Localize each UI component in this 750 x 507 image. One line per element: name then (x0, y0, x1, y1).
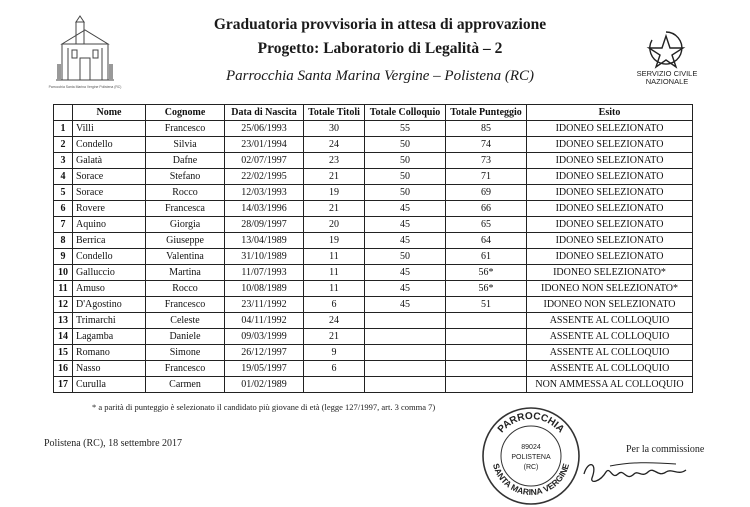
cell-cognome: Simone (146, 345, 225, 361)
cell-titoli: 24 (304, 313, 365, 329)
stamp-bottom-text: SANTA MARINA VERGINE (490, 462, 572, 498)
cell-punteggio: 74 (446, 137, 527, 153)
cell-colloquio: 45 (365, 233, 446, 249)
cell-nascita: 13/04/1989 (225, 233, 304, 249)
cell-cognome: Valentina (146, 249, 225, 265)
cell-n: 17 (54, 377, 73, 393)
footnote: * a parità di punteggio è selezionato il candidato più giovane di età (legge 127/1997, art. 3 comma 7) (92, 402, 436, 412)
cell-nascita: 11/07/1993 (225, 265, 304, 281)
cell-cognome: Francesca (146, 201, 225, 217)
cell-punteggio (446, 345, 527, 361)
cell-esito: IDONEO SELEZIONATO (527, 249, 693, 265)
cell-punteggio: 85 (446, 121, 527, 137)
cell-colloquio: 45 (365, 281, 446, 297)
col-header-index (54, 105, 73, 121)
cell-cognome: Silvia (146, 137, 225, 153)
stamp-center-code: 89024 (521, 444, 541, 451)
cell-colloquio (365, 313, 446, 329)
cell-punteggio: 56* (446, 265, 527, 281)
cell-cognome: Rocco (146, 281, 225, 297)
cell-titoli: 11 (304, 281, 365, 297)
cell-n: 11 (54, 281, 73, 297)
cell-n: 10 (54, 265, 73, 281)
table-row (54, 121, 693, 137)
table-row (54, 361, 693, 377)
cell-nascita: 25/06/1993 (225, 121, 304, 137)
cell-nascita: 31/10/1989 (225, 249, 304, 265)
signature (580, 452, 690, 492)
cell-colloquio: 55 (365, 121, 446, 137)
cell-titoli: 20 (304, 217, 365, 233)
cell-cognome: Giorgia (146, 217, 225, 233)
church-logo-caption: Parrocchia Santa Marina Vergine Polistena (RC) (48, 85, 122, 89)
cell-nome: Sorace (73, 185, 146, 201)
cell-nome: Condello (73, 137, 146, 153)
cell-colloquio: 50 (365, 169, 446, 185)
cell-esito: ASSENTE AL COLLOQUIO (527, 313, 693, 329)
cell-colloquio (365, 345, 446, 361)
stamp-center-city: POLISTENA (511, 454, 551, 461)
cell-esito: IDONEO SELEZIONATO (527, 121, 693, 137)
col-header-colloquio: Totale Colloquio (365, 105, 446, 121)
table-row (54, 313, 693, 329)
cell-esito: IDONEO SELEZIONATO* (527, 265, 693, 281)
cell-punteggio (446, 313, 527, 329)
cell-nome: Nasso (73, 361, 146, 377)
servizio-civile-caption: SERVIZIO CIVILE NAZIONALE (636, 69, 698, 86)
cell-esito: IDONEO SELEZIONATO (527, 137, 693, 153)
cell-colloquio (365, 361, 446, 377)
stamp-center-province: (RC) (523, 464, 539, 471)
cell-titoli: 21 (304, 201, 365, 217)
cell-nome: Aquino (73, 217, 146, 233)
cell-nascita: 19/05/1997 (225, 361, 304, 377)
cell-n: 16 (54, 361, 73, 377)
church-logo (48, 14, 122, 94)
cell-colloquio: 45 (365, 265, 446, 281)
cell-n: 13 (54, 313, 73, 329)
cell-n: 8 (54, 233, 73, 249)
cell-cognome: Martina (146, 265, 225, 281)
cell-colloquio: 50 (365, 249, 446, 265)
table-row (54, 377, 693, 393)
col-header-esito: Esito (527, 105, 693, 121)
cell-n: 6 (54, 201, 73, 217)
cell-nascita: 26/12/1997 (225, 345, 304, 361)
cell-n: 1 (54, 121, 73, 137)
cell-punteggio: 71 (446, 169, 527, 185)
commission-label: Per la commissione (626, 444, 705, 455)
cell-cognome: Stefano (146, 169, 225, 185)
parish-stamp (480, 405, 582, 507)
cell-esito: IDONEO SELEZIONATO (527, 201, 693, 217)
cell-colloquio: 50 (365, 185, 446, 201)
cell-esito: IDONEO SELEZIONATO (527, 153, 693, 169)
cell-colloquio: 45 (365, 217, 446, 233)
table-row (54, 185, 693, 201)
cell-esito: IDONEO SELEZIONATO (527, 217, 693, 233)
cell-n: 15 (54, 345, 73, 361)
col-header-titoli: Totale Titoli (304, 105, 365, 121)
cell-esito: ASSENTE AL COLLOQUIO (527, 361, 693, 377)
cell-esito: IDONEO SELEZIONATO (527, 233, 693, 249)
table-header-row (54, 105, 693, 121)
cell-titoli: 21 (304, 169, 365, 185)
cell-colloquio: 45 (365, 297, 446, 313)
cell-esito: IDONEO SELEZIONATO (527, 185, 693, 201)
cell-colloquio: 50 (365, 137, 446, 153)
col-header-nome: Nome (73, 105, 146, 121)
cell-titoli: 11 (304, 265, 365, 281)
cell-titoli: 19 (304, 185, 365, 201)
table-row (54, 265, 693, 281)
col-header-cognome: Cognome (146, 105, 225, 121)
cell-esito: NON AMMESSA AL COLLOQUIO (527, 377, 693, 393)
cell-nascita: 22/02/1995 (225, 169, 304, 185)
cell-n: 9 (54, 249, 73, 265)
cell-punteggio: 73 (446, 153, 527, 169)
cell-nome: Galluccio (73, 265, 146, 281)
cell-punteggio (446, 361, 527, 377)
cell-nascita: 01/02/1989 (225, 377, 304, 393)
cell-punteggio (446, 377, 527, 393)
project-title: Progetto: Laboratorio di Legalità – 2 (257, 40, 503, 57)
cell-nome: Galatà (73, 153, 146, 169)
cell-punteggio: 69 (446, 185, 527, 201)
cell-cognome: Carmen (146, 377, 225, 393)
cell-titoli: 21 (304, 329, 365, 345)
cell-titoli: 24 (304, 137, 365, 153)
cell-cognome: Rocco (146, 185, 225, 201)
cell-esito: IDONEO NON SELEZIONATO* (527, 281, 693, 297)
cell-punteggio: 56* (446, 281, 527, 297)
table-row (54, 169, 693, 185)
cell-nome: Trimarchi (73, 313, 146, 329)
cell-n: 5 (54, 185, 73, 201)
table-row (54, 201, 693, 217)
cell-n: 4 (54, 169, 73, 185)
document-title: Graduatoria provvisoria in attesa di approvazione (213, 16, 547, 33)
cell-n: 14 (54, 329, 73, 345)
cell-cognome: Celeste (146, 313, 225, 329)
cell-titoli: 19 (304, 233, 365, 249)
cell-cognome: Francesco (146, 121, 225, 137)
table-row (54, 233, 693, 249)
table-row (54, 249, 693, 265)
cell-cognome: Daniele (146, 329, 225, 345)
cell-titoli: 30 (304, 121, 365, 137)
cell-esito: ASSENTE AL COLLOQUIO (527, 329, 693, 345)
col-header-nascita: Data di Nascita (225, 105, 304, 121)
cell-titoli (304, 377, 365, 393)
cell-cognome: Francesco (146, 361, 225, 377)
stamp-top-text: PARROCCHIA (495, 410, 567, 436)
cell-nascita: 14/03/1996 (225, 201, 304, 217)
cell-titoli: 6 (304, 297, 365, 313)
cell-n: 12 (54, 297, 73, 313)
cell-punteggio: 66 (446, 201, 527, 217)
cell-cognome: Francesco (146, 297, 225, 313)
ranking-table (53, 104, 693, 393)
cell-colloquio: 50 (365, 153, 446, 169)
cell-titoli: 9 (304, 345, 365, 361)
cell-nome: Romano (73, 345, 146, 361)
cell-nome: D'Agostino (73, 297, 146, 313)
table-row (54, 281, 693, 297)
cell-titoli: 11 (304, 249, 365, 265)
table-row (54, 153, 693, 169)
cell-colloquio (365, 329, 446, 345)
cell-nome: Amuso (73, 281, 146, 297)
cell-nascita: 09/03/1999 (225, 329, 304, 345)
parish-subtitle: Parrocchia Santa Marina Vergine – Polistena (RC) (225, 68, 534, 84)
table-row (54, 345, 693, 361)
cell-nome: Curulla (73, 377, 146, 393)
table-row (54, 217, 693, 233)
cell-n: 3 (54, 153, 73, 169)
servizio-civile-logo (630, 26, 702, 98)
table-row (54, 137, 693, 153)
cell-cognome: Dafne (146, 153, 225, 169)
cell-nascita: 12/03/1993 (225, 185, 304, 201)
cell-esito: IDONEO NON SELEZIONATO (527, 297, 693, 313)
cell-colloquio: 45 (365, 201, 446, 217)
cell-esito: ASSENTE AL COLLOQUIO (527, 345, 693, 361)
cell-nome: Condello (73, 249, 146, 265)
cell-punteggio: 65 (446, 217, 527, 233)
cell-nome: Sorace (73, 169, 146, 185)
cell-titoli: 6 (304, 361, 365, 377)
place-date: Polistena (RC), 18 settembre 2017 (44, 438, 183, 449)
col-header-punteggio: Totale Punteggio (446, 105, 527, 121)
cell-n: 2 (54, 137, 73, 153)
cell-esito: IDONEO SELEZIONATO (527, 169, 693, 185)
cell-nome: Berrica (73, 233, 146, 249)
cell-punteggio: 51 (446, 297, 527, 313)
cell-colloquio (365, 377, 446, 393)
cell-nascita: 02/07/1997 (225, 153, 304, 169)
cell-punteggio (446, 329, 527, 345)
cell-titoli: 23 (304, 153, 365, 169)
cell-nascita: 10/08/1989 (225, 281, 304, 297)
cell-nome: Rovere (73, 201, 146, 217)
cell-punteggio: 61 (446, 249, 527, 265)
cell-nome: Lagamba (73, 329, 146, 345)
cell-n: 7 (54, 217, 73, 233)
cell-nascita: 28/09/1997 (225, 217, 304, 233)
cell-cognome: Giuseppe (146, 233, 225, 249)
cell-nascita: 23/11/1992 (225, 297, 304, 313)
cell-punteggio: 64 (446, 233, 527, 249)
cell-nome: Villi (73, 121, 146, 137)
cell-nascita: 23/01/1994 (225, 137, 304, 153)
table-row (54, 297, 693, 313)
table-row (54, 329, 693, 345)
cell-nascita: 04/11/1992 (225, 313, 304, 329)
